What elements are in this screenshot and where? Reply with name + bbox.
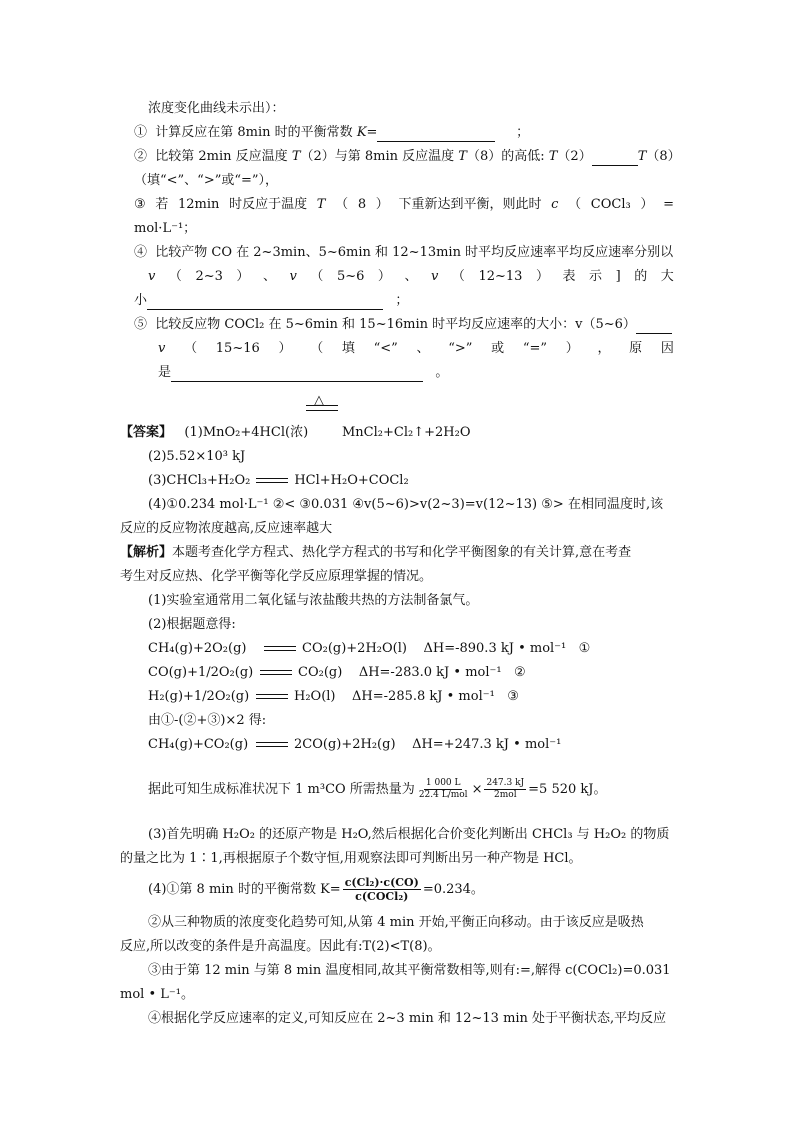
answer-blank[interactable] (171, 367, 423, 382)
question-item-5: ⑤ 比较反应物 COCl₂ 在 5~6min 和 15~16min 时平均反应速率的大小：v（5~6） (134, 316, 672, 334)
thermo-equation-1: CH₄(g)+2O₂(g) (148, 641, 247, 656)
item-number: ④ (134, 245, 148, 260)
equation-equals-bar (306, 405, 338, 411)
analysis-label: 【解析】 (120, 545, 173, 560)
analysis-para-9: ④根据化学反应速率的定义,可知反应在 2~3 min 和 12~13 min 处于平衡状态,平均反应 (148, 1011, 667, 1026)
answer-label: 【答案】 (120, 425, 173, 440)
answer-line-4: (4)①0.234 mol·L⁻¹ ②< ③0.031 ④v(5~6)>v(2~3)=v(12~13) ⑤> 在相同温度时,该 (148, 497, 664, 512)
question-item-4: ④ 比较产物 CO 在 2~3min、5~6min 和 12~13min 时平均反应速率平均反应速率分别以 (134, 245, 674, 260)
analysis-para-7: ②从三种物质的浓度变化趋势可知,从第 4 min 开始,平衡正向移动。由于该反应是吸热 (148, 915, 644, 930)
answer-blank[interactable] (592, 151, 638, 166)
analysis-heat-calculation: 据此可知生成标准状况下 1 m³CO 所需热量为 $\frac{1 000 L}{\text{22.4 L/mol}}$ × $\frac{247.3 kJ}{\text{2mol}}$ =5 520 kJ。 (148, 778, 607, 800)
analysis-para-7-cont: 反应,所以改变的条件是升高温度。因此有:T(2)<T(8)。 (120, 939, 441, 954)
question-item-3: ③ 若 12min 时反应于温度 T （ 8 ） 下重新达到平衡，则此时 c （ COCl₃ ） = (134, 197, 674, 212)
equation-equals-bar (260, 670, 292, 675)
equation-equals-bar (256, 694, 288, 699)
question-item-4-cont: v （ 2~3 ） 、 v （ 5~6 ） 、 v （ 12~13 ） 表 示 ] 的 大 (148, 269, 674, 284)
question-item-2-cont: （填“<”、“>”或“=”）， (134, 173, 279, 188)
question-item-5-cont2: 是 。 (158, 365, 449, 380)
question-item-4-cont2: 小 ； (134, 293, 409, 308)
thermo-equation-4: CH₄(g)+CO₂(g) (148, 737, 249, 752)
thermo-equation-1-right: CO₂(g)+2H₂O(l) ΔH=-890.3 kJ • mol⁻¹ ① (258, 640, 590, 658)
answer-blank[interactable] (636, 319, 672, 334)
analysis-para-1: (1)实验室通常用二氧化锰与浓盐酸共热的方法制备氯气。 (148, 593, 479, 608)
item-number: ① (134, 125, 148, 140)
analysis-para-3: 由①-(②+③)×2 得: (148, 713, 267, 728)
analysis-line-1: 【解析】本题考查化学方程式、热化学方程式的书写和化学平衡图象的有关计算,意在考查 (120, 545, 632, 560)
answer-blank[interactable] (147, 295, 383, 310)
answer-line-3: (3)CHCl₃+H₂O₂ HCl+H₂O+COCl₂ (148, 473, 409, 488)
item-number: ③ (134, 197, 146, 212)
answer-line-4-cont: 反应的反应物浓度越高,反应速率越大 (120, 521, 333, 536)
analysis-para-2: (2)根据题意得: (148, 617, 236, 632)
thermo-equation-3: H₂(g)+1/2O₂(g) (148, 689, 250, 704)
item-number: ② (134, 149, 148, 164)
analysis-para-8-cont: mol • L⁻¹。 (120, 987, 194, 1002)
analysis-para-5: (3)首先明确 H₂O₂ 的还原产物是 H₂O,然后根据化合价变化判断出 CHCl₃ 与 H₂O₂ 的物质 (148, 827, 670, 842)
thermo-equation-4-right: 2CO(g)+2H₂(g) ΔH=+247.3 kJ • mol⁻¹ (250, 736, 561, 754)
question-item-1: ① 计算反应在第 8min 时的平衡常数 K= ； (134, 125, 530, 140)
analysis-line-2: 考生对反应热、化学平衡等化学反应原理掌握的情况。 (120, 569, 433, 584)
question-intro-line: 浓度变化曲线未示出）： (148, 101, 285, 116)
analysis-para-8: ③由于第 12 min 与第 8 min 温度相同,故其平衡常数相等,则有:=,解得 c(COCl₂)=0.031 (148, 963, 671, 978)
thermo-equation-2: CO(g)+1/2O₂(g) (148, 665, 254, 680)
answer-line-1-product: MnCl₂+Cl₂↑+2H₂O (342, 425, 471, 440)
answer-line-2: (2)5.52×10³ kJ (148, 449, 246, 464)
question-item-5-cont: v （ 15~16 ） （ 填 “<” 、 “>” 或 “=” ） ， 原 因 (158, 341, 674, 356)
answer-blank[interactable] (377, 127, 495, 142)
heating-delta-symbol: △ (314, 393, 324, 408)
thermo-equation-2-right: CO₂(g) ΔH=-283.0 kJ • mol⁻¹ ② (254, 664, 526, 682)
equation-equals-bar (256, 478, 288, 483)
analysis-para-5-cont: 的量之比为 1∶1,再根据原子个数守恒,用观察法即可判断出另一种产物是 HCl。 (120, 851, 582, 866)
question-item-2: ② 比较第 2min 反应温度 T（2）与第 8min 反应温度 T（8）的高低: T（2） T（8） (134, 149, 681, 164)
fraction-volume: $\frac{1 000 L}{\text{22.4 L/mol}}$ (418, 778, 468, 800)
fraction-k-expression: $\frac{\text{c(Cl₂)·c(CO)}}{\text{c(COCl₂)}}$ (344, 876, 419, 903)
answer-line-1: 【答案】 (1)MnO₂+4HCl(浓) (120, 425, 309, 440)
thermo-equation-3-right: H₂O(l) ΔH=-285.8 kJ • mol⁻¹ ③ (250, 688, 519, 706)
item-number: ⑤ (134, 317, 148, 332)
equation-equals-bar (264, 646, 296, 651)
equation-equals-bar (256, 742, 288, 747)
fraction-heat: $\frac{247.3 kJ}{\text{2mol}}$ (486, 778, 525, 800)
analysis-equilibrium-constant: (4)①第 8 min 时的平衡常数 K= $\frac{\text{c(Cl₂)·c(CO)}}{\text{c(COCl₂)}}$ =0.234。 (148, 876, 484, 903)
question-item-3-cont: mol·L⁻¹； (134, 221, 197, 236)
